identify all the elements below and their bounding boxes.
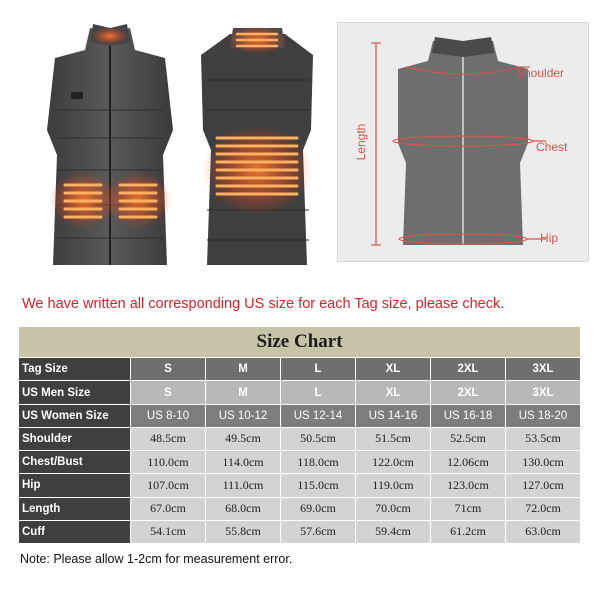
size-cell: S <box>131 381 206 404</box>
size-cell: 59.4cm <box>356 520 431 543</box>
size-cell: 48.5cm <box>131 427 206 450</box>
size-cell: L <box>281 381 356 404</box>
size-cell: 127.0cm <box>506 474 581 497</box>
size-cell: 63.0cm <box>506 520 581 543</box>
size-cell: M <box>206 358 281 381</box>
size-row <box>19 381 581 404</box>
size-row-header: Shoulder <box>19 427 131 450</box>
size-cell: XL <box>356 358 431 381</box>
size-cell: 55.8cm <box>206 520 281 543</box>
size-cell: L <box>281 358 356 381</box>
size-cell: 61.2cm <box>431 520 506 543</box>
size-cell: 49.5cm <box>206 427 281 450</box>
size-cell: US 16-18 <box>431 404 506 427</box>
size-cell: 111.0cm <box>206 474 281 497</box>
size-row-header: US Women Size <box>19 404 131 427</box>
size-cell: 54.1cm <box>131 520 206 543</box>
size-cell: 52.5cm <box>431 427 506 450</box>
size-cell: S <box>131 358 206 381</box>
size-cell: 130.0cm <box>506 451 581 474</box>
size-row-header: Hip <box>19 474 131 497</box>
size-cell: US 10-12 <box>206 404 281 427</box>
size-row <box>19 497 581 520</box>
size-cell: US 18-20 <box>506 404 581 427</box>
size-row-header: Cuff <box>19 520 131 543</box>
size-cell: 50.5cm <box>281 427 356 450</box>
size-cell: 68.0cm <box>206 497 281 520</box>
size-cell: 119.0cm <box>356 474 431 497</box>
size-cell: 114.0cm <box>206 451 281 474</box>
size-cell: 3XL <box>506 381 581 404</box>
size-row <box>19 451 581 474</box>
size-row-header: Tag Size <box>19 358 131 381</box>
size-cell: M <box>206 381 281 404</box>
size-cell: 12.06cm <box>431 451 506 474</box>
size-cell: US 12-14 <box>281 404 356 427</box>
size-cell: 2XL <box>431 358 506 381</box>
vest-front-photo <box>35 20 185 270</box>
size-cell: 53.5cm <box>506 427 581 450</box>
hip-label: Hip <box>540 231 559 245</box>
chest-label: Chest <box>536 140 568 154</box>
length-label: Length <box>354 123 368 161</box>
size-row <box>19 427 581 450</box>
size-cell: XL <box>356 381 431 404</box>
shoulder-label: Shoulder <box>516 66 565 80</box>
size-chart-table <box>18 326 581 544</box>
size-row <box>19 404 581 427</box>
size-cell: 107.0cm <box>131 474 206 497</box>
vest-back-photo <box>185 20 330 270</box>
size-row-header: Length <box>19 497 131 520</box>
size-row <box>19 358 581 381</box>
size-cell: US 8-10 <box>131 404 206 427</box>
size-cell: 57.6cm <box>281 520 356 543</box>
size-cell: 2XL <box>431 381 506 404</box>
size-cell: 110.0cm <box>131 451 206 474</box>
size-cell: 72.0cm <box>506 497 581 520</box>
size-cell: 69.0cm <box>281 497 356 520</box>
size-cell: 70.0cm <box>356 497 431 520</box>
size-row <box>19 520 581 543</box>
size-cell: 118.0cm <box>281 451 356 474</box>
size-row <box>19 474 581 497</box>
size-row-header: US Men Size <box>19 381 131 404</box>
size-cell: 115.0cm <box>281 474 356 497</box>
size-notice-text: We have written all corresponding US size for each Tag size, please check. <box>22 296 505 312</box>
size-cell: 51.5cm <box>356 427 431 450</box>
size-cell: 3XL <box>506 358 581 381</box>
size-cell: 122.0cm <box>356 451 431 474</box>
size-cell: US 14-16 <box>356 404 431 427</box>
size-cell: 67.0cm <box>131 497 206 520</box>
size-cell: 71cm <box>431 497 506 520</box>
measurement-note: Note: Please allow 1-2cm for measurement error. <box>20 552 293 566</box>
size-chart-title: Size Chart <box>19 327 581 358</box>
size-cell: 123.0cm <box>431 474 506 497</box>
size-row-header: Chest/Bust <box>19 451 131 474</box>
measurement-diagram <box>337 22 589 262</box>
